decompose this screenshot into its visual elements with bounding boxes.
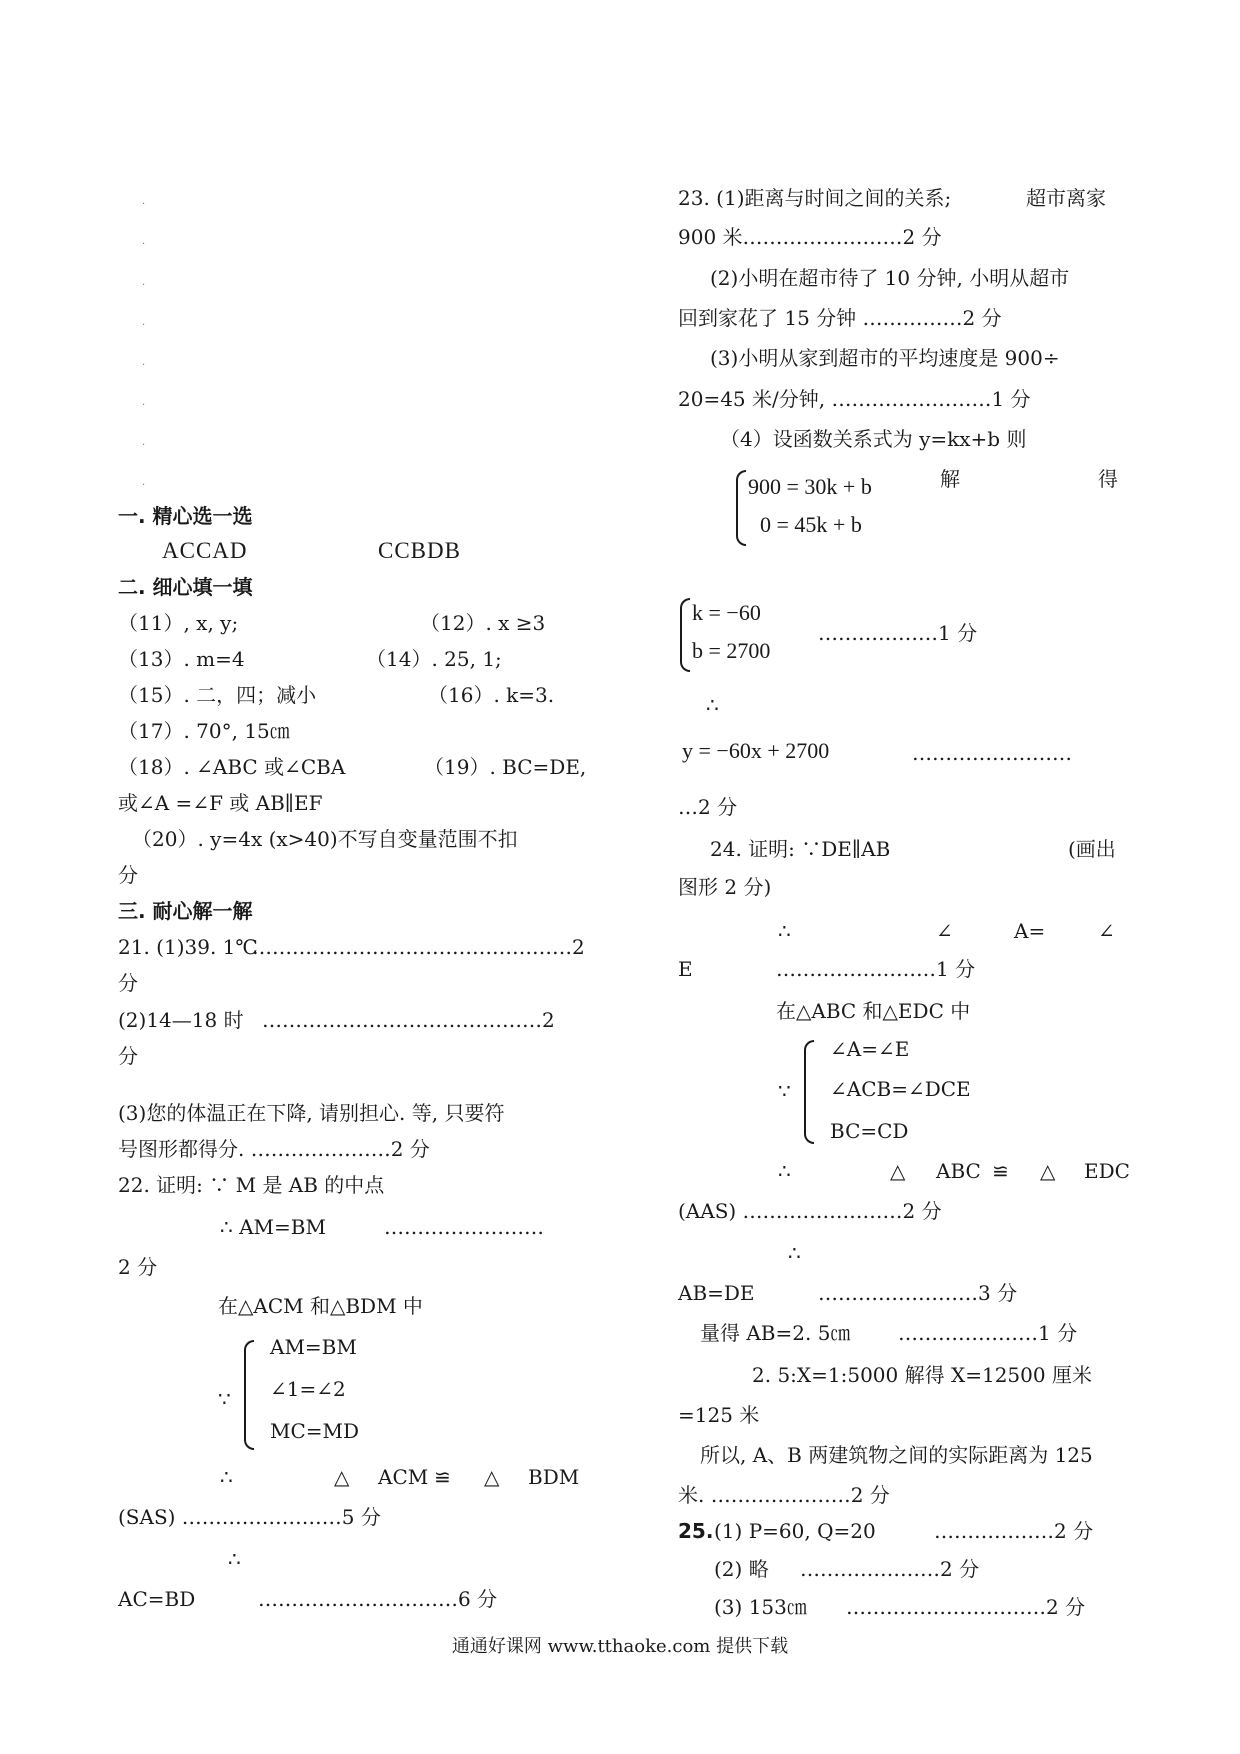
mark: . bbox=[142, 277, 146, 288]
q24-edc: EDC bbox=[1084, 1159, 1130, 1183]
answers-6-10: CCBDB bbox=[378, 538, 461, 563]
q21-2-end: 分 bbox=[118, 1044, 138, 1068]
left-brace bbox=[736, 470, 746, 546]
q24-figure: 图形 2 分) bbox=[678, 875, 772, 899]
therefore-symbol: ∴ bbox=[228, 1547, 241, 1571]
q23-kb-dots: ………………1 分 bbox=[818, 621, 978, 645]
triangle-symbol: △ bbox=[890, 1159, 906, 1183]
fill-20: （20）. y=4x (x>40)不写自变量范围不扣 bbox=[132, 827, 518, 851]
q22-conclusion-dots: …………………………6 分 bbox=[258, 1587, 498, 1611]
q21-2: (2)14—18 时 bbox=[118, 1008, 244, 1032]
q24-measure-dots: …………………1 分 bbox=[898, 1321, 1078, 1345]
q23-3: (3)小明从家到超市的平均速度是 900÷ bbox=[710, 346, 1060, 370]
q24-ratio: 2. 5:X=1:5000 解得 X=12500 厘米 bbox=[752, 1363, 1092, 1387]
q25-2-dots: …………………2 分 bbox=[800, 1557, 980, 1581]
mark: . bbox=[142, 317, 146, 328]
answers-1-5: ACCAD bbox=[162, 538, 248, 563]
fill-14: （14）. 25, 1; bbox=[366, 647, 502, 671]
q25-3: (3) 153㎝ bbox=[714, 1595, 807, 1619]
section1-title: 一. 精心选一选 bbox=[118, 504, 253, 528]
because-symbol: ∵ bbox=[778, 1079, 791, 1103]
q23-y: y = −60x + 2700 bbox=[682, 738, 830, 763]
fill-20-end: 分 bbox=[118, 863, 138, 887]
q22-dots: …………………… bbox=[384, 1215, 544, 1239]
q23-y-dots: …………………… bbox=[912, 741, 1072, 765]
q21-3: (3)您的体温正在下降, 请别担心. 等, 只要符 bbox=[118, 1101, 505, 1125]
section3-title: 三. 耐心解一解 bbox=[118, 899, 253, 923]
q25-1: (1) P=60, Q=20 bbox=[714, 1519, 876, 1543]
q23-b: b = 2700 bbox=[692, 638, 771, 663]
q24-cond2: ∠ACB=∠DCE bbox=[830, 1077, 971, 1101]
q23-eq1: 900 = 30k + b bbox=[748, 474, 872, 499]
fill-18: （18）. ∠ABC 或∠CBA bbox=[118, 755, 346, 779]
q22-acm: ACM bbox=[378, 1465, 429, 1489]
mark: . bbox=[142, 477, 146, 488]
q21-1-dots: …………………………………………2 bbox=[252, 935, 585, 959]
q23-2-end: 回到家花了 15 分钟 ……………2 分 bbox=[678, 306, 1002, 330]
therefore-symbol: ∴ bbox=[220, 1465, 233, 1489]
q23-3-end: 20=45 米/分钟, ……………………1 分 bbox=[678, 387, 1031, 411]
fill-16: （16）. k=3. bbox=[428, 683, 555, 707]
mark: . bbox=[142, 397, 146, 408]
q22-triangles: 在△ACM 和△BDM 中 bbox=[218, 1294, 423, 1318]
q21-1: 21. (1)39. 1℃ bbox=[118, 935, 258, 959]
q24-ratio-end: =125 米 bbox=[678, 1403, 760, 1427]
mark: . bbox=[142, 196, 146, 207]
fill-19: （19）. BC=DE, bbox=[424, 755, 587, 779]
therefore-symbol: ∴ bbox=[778, 1159, 791, 1183]
q23-1: 23. (1)距离与时间之间的关系; bbox=[678, 186, 952, 210]
therefore-symbol: ∴ bbox=[778, 919, 791, 943]
q24-conclusion-dots: ……………………3 分 bbox=[818, 1281, 1018, 1305]
fill-15: （15）. 二，四；减小 bbox=[118, 683, 317, 707]
fill-13: （13）. m=4 bbox=[118, 647, 245, 671]
q22-sas: (SAS) ……………………5 分 bbox=[118, 1505, 381, 1529]
angle-symbol: ∠ bbox=[1098, 919, 1115, 943]
left-brace bbox=[804, 1040, 814, 1144]
therefore-symbol: ∴ bbox=[706, 693, 719, 717]
fill-18-alt: 或∠A =∠F 或 AB∥EF bbox=[118, 791, 323, 815]
q23-de: 得 bbox=[1098, 467, 1118, 491]
q24-answer-end: 米. …………………2 分 bbox=[678, 1483, 890, 1507]
footer-text: 通通好课网 www.tthaoke.com 提供下载 bbox=[451, 1636, 789, 1657]
q23-1-end: 900 米……………………2 分 bbox=[678, 225, 942, 249]
q23-2: (2)小明在超市待了 10 分钟, 小明从超市 bbox=[710, 266, 1070, 290]
q25-2: (2) 略 bbox=[714, 1557, 769, 1581]
q23-jie: 解 bbox=[940, 467, 960, 491]
fill-17: （17）. 70°, 15㎝ bbox=[118, 719, 290, 743]
q24-triangles: 在△ABC 和△EDC 中 bbox=[776, 999, 971, 1023]
q24-abc: ABC bbox=[936, 1159, 981, 1183]
therefore-symbol: ∴ bbox=[788, 1241, 801, 1265]
q23-eq2: 0 = 45k + b bbox=[760, 512, 862, 537]
triangle-symbol: △ bbox=[334, 1465, 350, 1489]
q21-1-end: 分 bbox=[118, 971, 138, 995]
q22-conclusion: AC=BD bbox=[118, 1587, 196, 1611]
angle-symbol: ∠ bbox=[936, 919, 953, 943]
q22-cond1: AM=BM bbox=[270, 1335, 357, 1359]
q24-cond1: ∠A=∠E bbox=[830, 1037, 910, 1061]
q24-aas: (AAS) ……………………2 分 bbox=[678, 1199, 942, 1223]
left-brace bbox=[680, 598, 690, 672]
q23-k: k = −60 bbox=[692, 600, 761, 625]
q24-start: 24. 证明: ∵DE∥AB bbox=[710, 837, 891, 861]
q24-answer: 所以, A、B 两建筑物之间的实际距离为 125 bbox=[700, 1443, 1093, 1467]
q24-e: E bbox=[678, 957, 693, 981]
q25-1-dots: ………………2 分 bbox=[934, 1519, 1094, 1543]
q21-3-end: 号图形都得分. …………………2 分 bbox=[118, 1137, 430, 1161]
q24-measure: 量得 AB=2. 5㎝ bbox=[700, 1321, 851, 1345]
congruent-symbol: ≌ bbox=[992, 1159, 1009, 1183]
congruent-symbol: ≌ bbox=[434, 1465, 451, 1489]
q22-am-bm: ∴ AM=BM bbox=[220, 1215, 326, 1239]
q22-start: 22. 证明: ∵ M 是 AB 的中点 bbox=[118, 1173, 385, 1197]
q24-a: A= bbox=[1014, 919, 1046, 943]
q23-1-right: 超市离家 bbox=[1026, 186, 1106, 210]
mark: . bbox=[142, 236, 146, 247]
q25-3-dots: …………………………2 分 bbox=[846, 1595, 1086, 1619]
fill-11: （11）, x, y; bbox=[118, 611, 239, 635]
q22-score: 2 分 bbox=[118, 1255, 158, 1279]
q24-start-right: (画出 bbox=[1068, 837, 1116, 861]
triangle-symbol: △ bbox=[1040, 1159, 1056, 1183]
q23-4: （4）设函数关系式为 y=kx+b 则 bbox=[720, 427, 1027, 451]
q24-cond3: BC=CD bbox=[830, 1119, 909, 1143]
mark: . bbox=[142, 357, 146, 368]
left-brace bbox=[244, 1340, 254, 1450]
triangle-symbol: △ bbox=[484, 1465, 500, 1489]
section2-title: 二. 细心填一填 bbox=[118, 575, 253, 599]
because-symbol: ∵ bbox=[218, 1387, 231, 1411]
q22-bdm: BDM bbox=[528, 1465, 580, 1489]
q22-cond3: MC=MD bbox=[270, 1419, 360, 1443]
q22-cond2: ∠1=∠2 bbox=[270, 1377, 346, 1401]
mark: . bbox=[142, 437, 146, 448]
q25-number: 25. bbox=[678, 1519, 714, 1543]
q24-conclusion: AB=DE bbox=[678, 1281, 755, 1305]
q24-e-dots: ……………………1 分 bbox=[776, 957, 976, 981]
q23-y-end: …2 分 bbox=[678, 795, 738, 819]
q21-2-dots: ……………………………………2 bbox=[262, 1008, 555, 1032]
fill-12: （12）. x ≥3 bbox=[420, 611, 546, 635]
